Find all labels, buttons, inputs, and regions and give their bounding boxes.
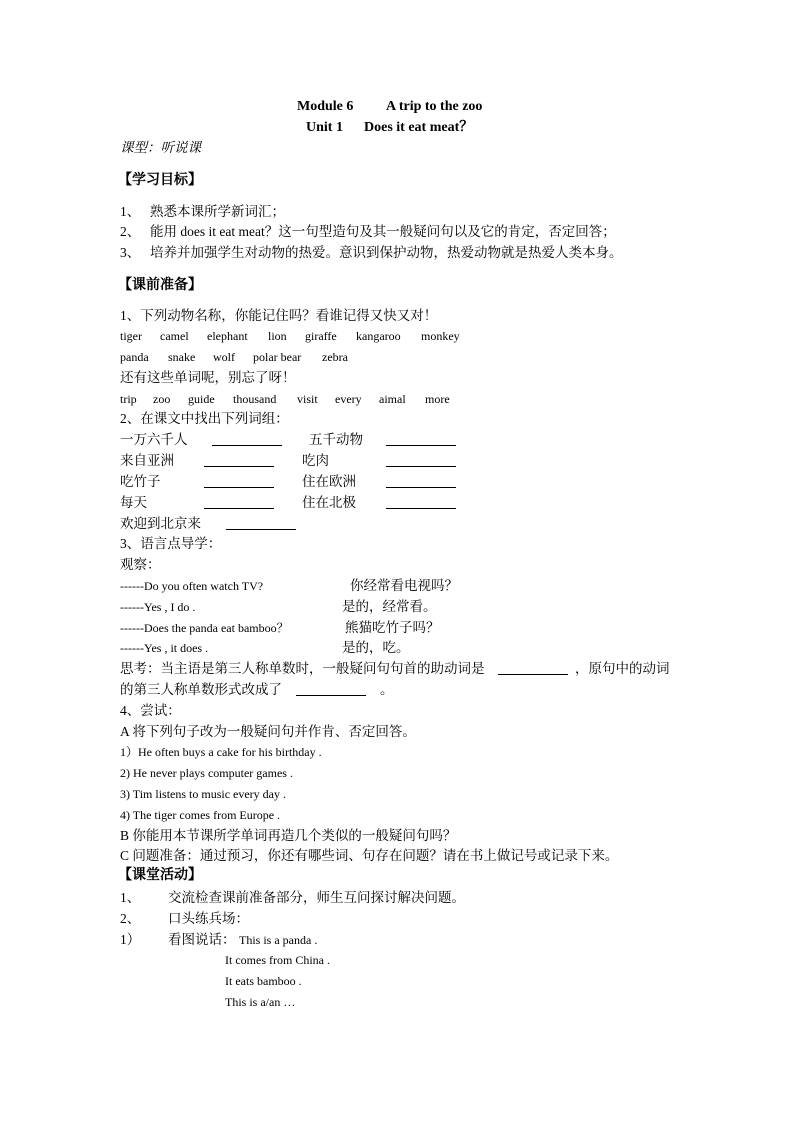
vocab-word: aimal [379, 392, 406, 406]
practice-sentence: 4) The tiger comes from Europe . [120, 808, 281, 822]
phrase-left: 吃竹子 [120, 474, 161, 489]
phrase-left: 一万六千人 [120, 432, 188, 447]
phrase-right: 住在北极 [302, 495, 356, 510]
dialog-en: ------Do you often watch TV? [120, 579, 264, 593]
phrase-right: 吃肉 [302, 453, 329, 468]
practice-sentence: 3) Tim listens to music every day . [120, 787, 286, 801]
phrase-left: 欢迎到北京来 [120, 516, 201, 531]
dialog-cn: 是的，经常看。 [342, 599, 437, 614]
animal-word: polar bear [253, 350, 302, 364]
dialog-en: ------Yes , I do . [120, 600, 196, 614]
answer-blank[interactable] [386, 454, 456, 467]
animal-word: panda [120, 350, 149, 364]
vocab-word: thousand [233, 392, 277, 406]
animal-word: camel [160, 329, 189, 343]
vocab-word: trip [120, 392, 137, 406]
prep-q3: 3、语言点导学： [120, 536, 222, 551]
animal-word: giraffe [305, 329, 337, 343]
task-a: A 将下列句子改为一般疑问句并作肯、否定回答。 [120, 724, 416, 739]
title-question: Does it eat meat？ [364, 120, 474, 135]
phrase-left: 每天 [120, 495, 147, 510]
goal-num-3: 3、 [120, 245, 141, 260]
title-topic: A trip to the zoo [386, 99, 483, 114]
observe-label: 观察： [120, 557, 161, 572]
dialog-cn: 你经常看电视吗？ [350, 578, 458, 593]
class-text-2: 口头练兵场： [168, 911, 249, 926]
answer-blank[interactable] [226, 517, 296, 530]
answer-blank[interactable] [204, 475, 274, 488]
prep-q2: 2、在课文中找出下列词组： [120, 411, 289, 426]
vocab-word: more [425, 392, 450, 406]
speaking-line: This is a panda . [239, 933, 318, 947]
animal-word: wolf [213, 350, 235, 364]
title-module: Module 6 [297, 99, 354, 114]
answer-blank[interactable] [204, 454, 274, 467]
class-text-1: 交流检查课前准备部分，师生互问探讨解决问题。 [168, 890, 465, 905]
prep-q1: 1、下列动物名称，你能记住吗？看谁记得又快又对！ [120, 308, 438, 323]
answer-blank[interactable] [296, 683, 366, 696]
think-period: 。 [380, 682, 394, 697]
phrase-right: 住在欧洲 [302, 474, 356, 489]
goal-text-1: 熟悉本课所学新词汇； [150, 204, 285, 219]
practice-sentence: 1）He often buys a cake for his birthday . [120, 745, 322, 759]
animal-word: zebra [322, 350, 348, 364]
answer-blank[interactable] [204, 496, 274, 509]
goal-num-1: 1、 [120, 204, 141, 219]
animal-word: lion [268, 329, 287, 343]
animal-word: tiger [120, 329, 142, 343]
dialog-cn: 是的，吃。 [342, 640, 410, 655]
answer-blank[interactable] [386, 433, 456, 446]
think-text-cont: ，原句中的动词 [575, 661, 670, 676]
animal-word: elephant [207, 329, 248, 343]
dialog-cn: 熊猫吃竹子吗？ [345, 620, 440, 635]
goal-num-2: 2、 [120, 224, 141, 239]
phrase-right: 五千动物 [309, 432, 363, 447]
vocab-word: every [335, 392, 362, 406]
animal-word: kangaroo [356, 329, 401, 343]
practice-sentence: 2) He never plays computer games . [120, 766, 293, 780]
title-unit: Unit 1 [306, 120, 343, 135]
answer-blank[interactable] [212, 433, 282, 446]
animal-word: monkey [421, 329, 460, 343]
prep-q4: 4、尝试： [120, 703, 181, 718]
task-b: B 你能用本节课所学单词再造几个类似的一般疑问句吗？ [120, 828, 457, 843]
task-c: C 问题准备：通过预习，你还有哪些词、句存在问题？请在书上做记号或记录下来。 [120, 848, 619, 863]
lesson-type: 课型：听说课 [120, 140, 201, 155]
answer-blank[interactable] [386, 496, 456, 509]
dialog-en: ------Does the panda eat bamboo？ [120, 621, 289, 635]
sub-num: 1） [120, 932, 141, 947]
heading-class: 【课堂活动】 [118, 868, 202, 883]
class-num-1: 1、 [120, 890, 141, 905]
vocab-word: zoo [153, 392, 171, 406]
speaking-line: It comes from China . [225, 953, 330, 967]
heading-goals: 【学习目标】 [118, 173, 202, 188]
class-num-2: 2、 [120, 911, 141, 926]
speaking-line: This is a/an … [225, 995, 296, 1009]
goal-text-2: 能用 does it eat meat？这一句型造句及其一般疑问句以及它的肯定，否定回答； [150, 224, 616, 239]
vocab-word: guide [188, 392, 215, 406]
vocab-word: visit [297, 392, 318, 406]
phrase-left: 来自亚洲 [120, 453, 174, 468]
think-text-line2: 的第三人称单数形式改成了 [120, 682, 282, 697]
heading-prep: 【课前准备】 [118, 278, 202, 293]
answer-blank[interactable] [498, 662, 568, 675]
sub-label: 看图说话： [168, 932, 236, 947]
animal-word: snake [168, 350, 196, 364]
think-text: 思考：当主语是第三人称单数时，一般疑问句句首的助动词是 [120, 661, 485, 676]
more-words-prompt: 还有这些单词呢，别忘了呀！ [120, 370, 296, 385]
goal-text-3: 培养并加强学生对动物的热爱。意识到保护动物，热爱动物就是热爱人类本身。 [150, 245, 623, 260]
speaking-line: It eats bamboo . [225, 974, 302, 988]
answer-blank[interactable] [386, 475, 456, 488]
dialog-en: ------Yes , it does . [120, 641, 209, 655]
